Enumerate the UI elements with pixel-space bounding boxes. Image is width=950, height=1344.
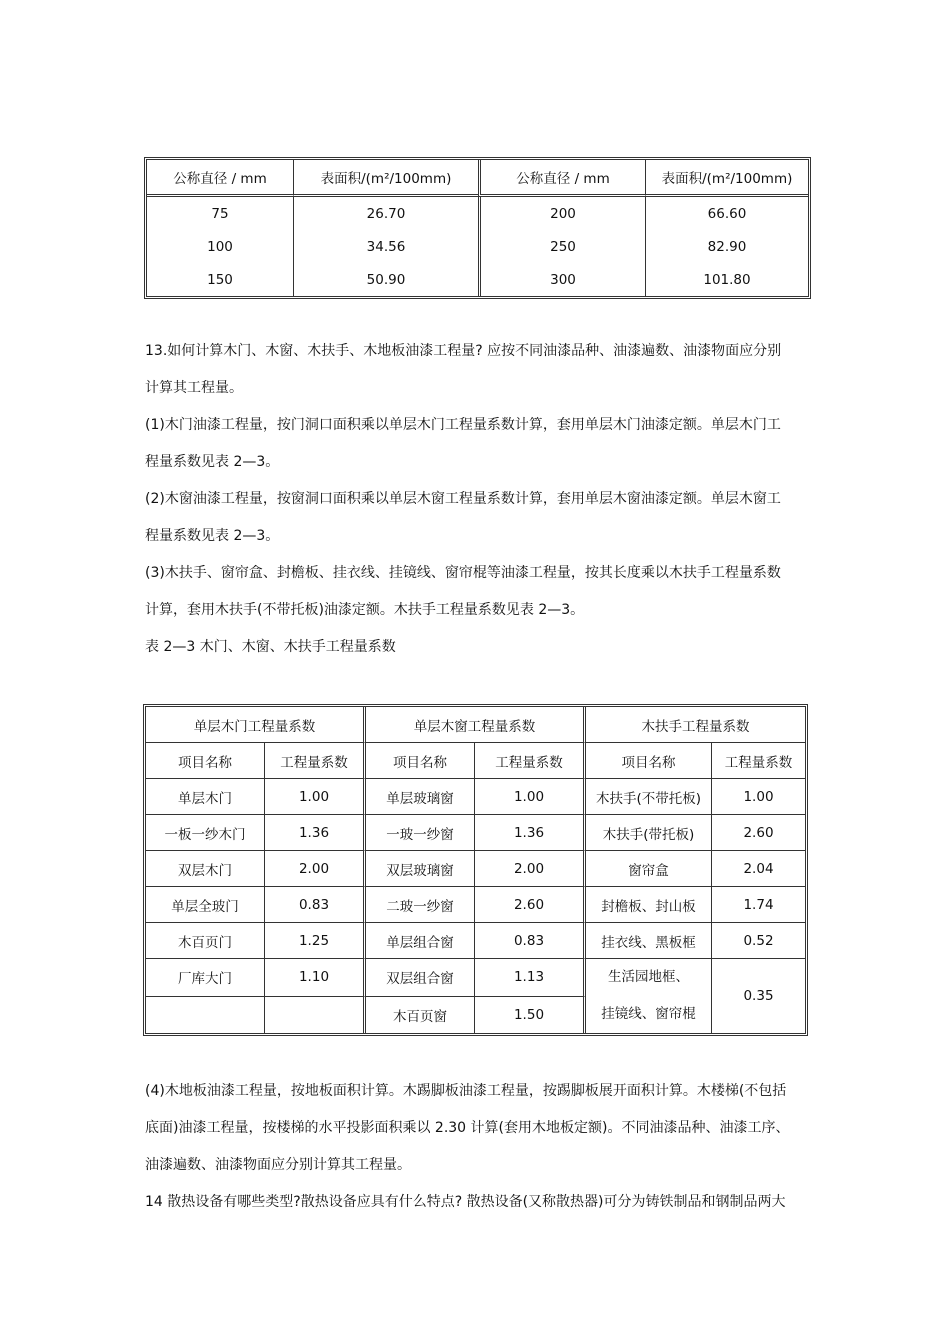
paragraph-line: (1)木门油漆工程量，按门洞口面积乘以单层木门工程量系数计算，套用单层木门油漆定额。单层木门工 (145, 417, 781, 433)
table-cell: 木百页窗 (366, 997, 475, 1033)
table-cell: 双层组合窗 (366, 959, 475, 997)
pipe-surface-area-table (144, 157, 811, 299)
column-header: 公称直径 / mm (147, 160, 293, 197)
table-cell: 0.83 (475, 923, 586, 959)
table-cell: 单层玻璃窗 (366, 779, 475, 815)
table-cell: 50.90 (293, 263, 478, 296)
group-header: 单层木窗工程量系数 (366, 707, 586, 743)
table-row (146, 959, 805, 997)
table-header-row (146, 743, 805, 779)
table-cell: 单层木门 (146, 779, 265, 815)
table-cell: 木百页门 (146, 923, 265, 959)
table-cell: 1.10 (265, 959, 366, 997)
table-cell: 一玻一纱窗 (366, 815, 475, 851)
column-header: 项目名称 (366, 743, 475, 779)
paragraph-line: (3)木扶手、窗帘盒、封檐板、挂衣线、挂镜线、窗帘棍等油漆工程量，按其长度乘以木扶手工程量系数 (145, 565, 781, 581)
table-cell: 2.00 (265, 851, 366, 887)
table-row (146, 779, 805, 815)
column-header: 工程量系数 (475, 743, 586, 779)
table-header-row (147, 160, 808, 197)
table-row (146, 923, 805, 959)
paragraph-line: 油漆遍数、油漆物面应分别计算其工程量。 (145, 1157, 411, 1173)
table-cell: 挂衣线、黑板框 (586, 923, 712, 959)
table-cell: 1.13 (475, 959, 586, 997)
column-header: 公称直径 / mm (478, 160, 645, 197)
table-cell: 75 (211, 205, 229, 222)
group-header: 木扶手工程量系数 (586, 707, 805, 743)
table-cell: 0.52 (712, 923, 805, 959)
table-cell: 1.36 (475, 815, 586, 851)
paragraph-line: 程量系数见表 2—3。 (145, 528, 280, 544)
table-cell: 二玻一纱窗 (366, 887, 475, 923)
column-header: 工程量系数 (265, 743, 366, 779)
paragraph-line: 计算，套用木扶手(不带托板)油漆定额。木扶手工程量系数见表 2—3。 (145, 602, 585, 618)
table-cell: 1.25 (265, 923, 366, 959)
coefficient-table (143, 704, 808, 1036)
table-cell: 300 (478, 263, 645, 296)
paragraph-line: 底面)油漆工程量，按楼梯的水平投影面积乘以 2.30 计算(套用木地板定额)。不同油漆品种、油漆工序、 (145, 1120, 790, 1136)
table-cell: 1.00 (265, 779, 366, 815)
column-header: 表面积/(m²/100mm) (645, 160, 808, 197)
table-cell: 150 (207, 271, 233, 288)
table-cell: 封檐板、封山板 (586, 887, 712, 923)
table-cell: 0.83 (265, 887, 366, 923)
table-cell: 101.80 (645, 263, 808, 296)
paragraph-line: (4)木地板油漆工程量，按地板面积计算。木踢脚板油漆工程量，按踢脚板展开面积计算。木楼梯(不包括 (145, 1083, 787, 1099)
table-cell: 2.04 (712, 851, 805, 887)
column-header: 项目名称 (146, 743, 265, 779)
paragraph-line: 计算其工程量。 (145, 380, 243, 396)
table-row (146, 815, 805, 851)
table-row (146, 887, 805, 923)
table-cell: 单层全玻门 (146, 887, 265, 923)
table-cell: 2.00 (475, 851, 586, 887)
table-cell: 双层玻璃窗 (366, 851, 475, 887)
table-cell: 1.00 (475, 779, 586, 815)
column-header: 工程量系数 (712, 743, 805, 779)
section-after-text (145, 1073, 810, 1221)
table-cell: 26.70 (293, 197, 478, 230)
table-cell: 木扶手(不带托板) (586, 779, 712, 815)
table-row (147, 197, 808, 230)
table-cell: 一板一纱木门 (146, 815, 265, 851)
table-cell: 82.90 (645, 230, 808, 263)
table-cell (265, 997, 366, 1033)
merged-name-line: 生活园地框、 (608, 969, 689, 985)
table-row (147, 230, 808, 263)
merged-name-line: 挂镜线、窗帘棍 (601, 1006, 696, 1022)
table-cell: 200 (478, 197, 645, 230)
table-cell: 窗帘盒 (586, 851, 712, 887)
paragraph-line: 13.如何计算木门、木窗、木扶手、木地板油漆工程量? 应按不同油漆品种、油漆遍数、油漆物面应分别 (145, 343, 782, 359)
table-cell: 厂库大门 (146, 959, 265, 997)
table-row (146, 851, 805, 887)
table-cell: 单层组合窗 (366, 923, 475, 959)
table-group-header-row (146, 707, 805, 743)
table-cell: 66.60 (645, 197, 808, 230)
table-caption: 表 2—3 木门、木窗、木扶手工程量系数 (145, 639, 396, 655)
table-cell: 250 (478, 230, 645, 263)
table-cell: 2.60 (712, 815, 805, 851)
column-header: 表面积/(m²/100mm) (293, 160, 478, 197)
table-cell: 1.50 (475, 997, 586, 1033)
column-header: 项目名称 (586, 743, 712, 779)
merged-name-cell (586, 959, 712, 1033)
table-cell: 木扶手(带托板) (586, 815, 712, 851)
table-cell (146, 997, 265, 1033)
table-cell: 双层木门 (146, 851, 265, 887)
merged-value-cell: 0.35 (743, 988, 774, 1004)
paragraph-line: 14 散热设备有哪些类型?散热设备应具有什么特点? 散热设备(又称散热器)可分为铸铁制品和钢制品两大 (145, 1194, 786, 1210)
table-cell: 34.56 (293, 230, 478, 263)
table-cell: 2.60 (475, 887, 586, 923)
paragraph-line: 程量系数见表 2—3。 (145, 454, 280, 470)
section-13-text (145, 333, 810, 666)
table-cell: 1.36 (265, 815, 366, 851)
table-cell: 1.00 (712, 779, 805, 815)
paragraph-line: (2)木窗油漆工程量，按窗洞口面积乘以单层木窗工程量系数计算，套用单层木窗油漆定额。单层木窗工 (145, 491, 781, 507)
table-cell: 1.74 (712, 887, 805, 923)
table-cell: 100 (207, 238, 233, 255)
group-header: 单层木门工程量系数 (146, 707, 366, 743)
table-row (147, 263, 808, 296)
